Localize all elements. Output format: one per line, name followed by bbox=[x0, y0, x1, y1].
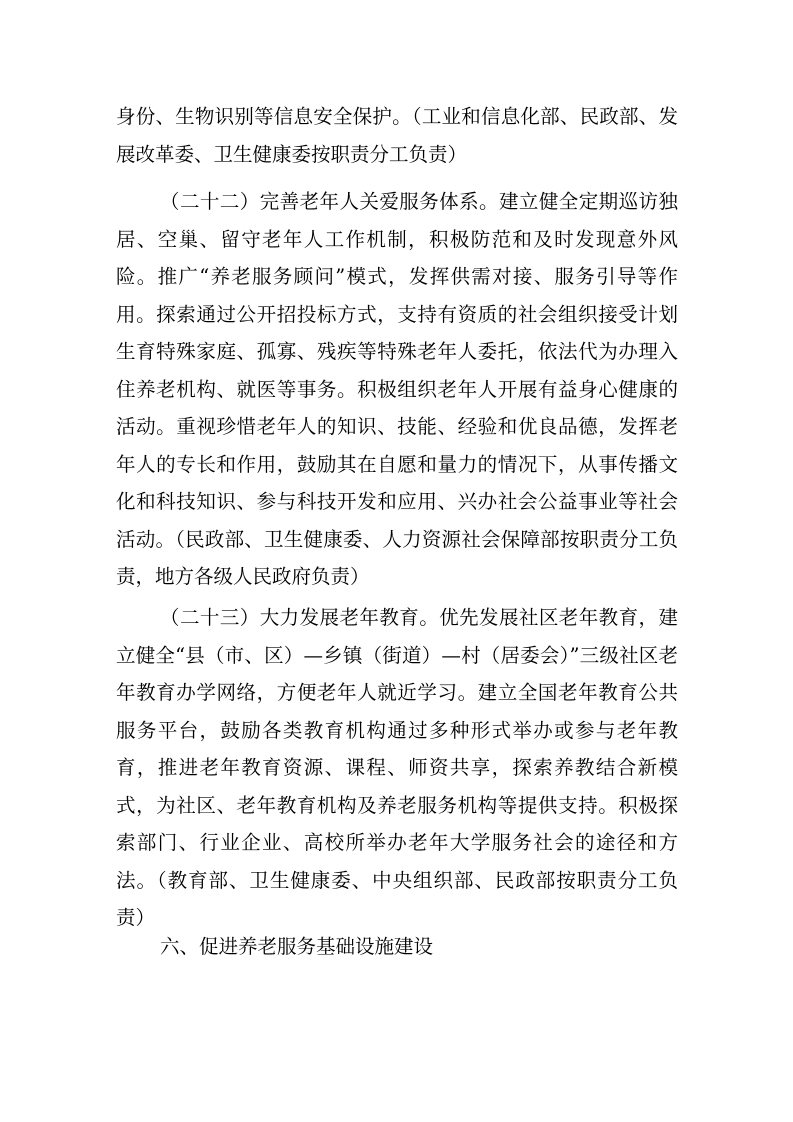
section-heading: 六、促进养老服务基础设施建设 bbox=[160, 935, 434, 958]
paragraph-item-22: （二十二）完善老年人关爱服务体系。建立健全定期巡访独居、空巢、留守老年人工作机制，积极防范和及时发现意外风险。推广“养老服务顾问”模式，发挥供需对接、服务引导等作用。探索通过公开招投标方式，支持有资质的社会组织接受计划生育特殊家庭、孤寡、残疾等特殊老年人委托，依法代为办理入住养老机构、就医等事务。积极组织老年人开展有益身心健康的活动。重视珍惜老年人的知识、技能、经验和优良品德，发挥老年人的专长和作用，鼓励其在自愿和量力的情况下，从事传播文化和科技知识、参与科技开发和应用、兴办社会公益事业等社会活动。（民政部、卫生健康委、人力资源社会保障部按职责分工负责，地方各级人民政府负责） bbox=[116, 190, 678, 588]
paragraph-continuation: 身份、生物识别等信息安全保护。（工业和信息化部、民政部、发展改革委、卫生健康委按职责分工负责） bbox=[116, 105, 678, 166]
paragraph-item-23: （二十三）大力发展老年教育。优先发展社区老年教育，建立健全“县（市、区）—乡镇（街道）—村（居委会）”三级社区老年教育办学网络，方便老年人就近学习。建立全国老年教育公共服务平台，鼓励各类教育机构通过多种形式举办或参与老年教育，推进老年教育资源、课程、师资共享，探索养教结合新模式，为社区、老年教育机构及养老服务机构等提供支持。积极探索部门、行业企业、高校所举办老年大学服务社会的途径和方法。（教育部、卫生健康委、中央组织部、民政部按职责分工负责） bbox=[116, 606, 678, 929]
